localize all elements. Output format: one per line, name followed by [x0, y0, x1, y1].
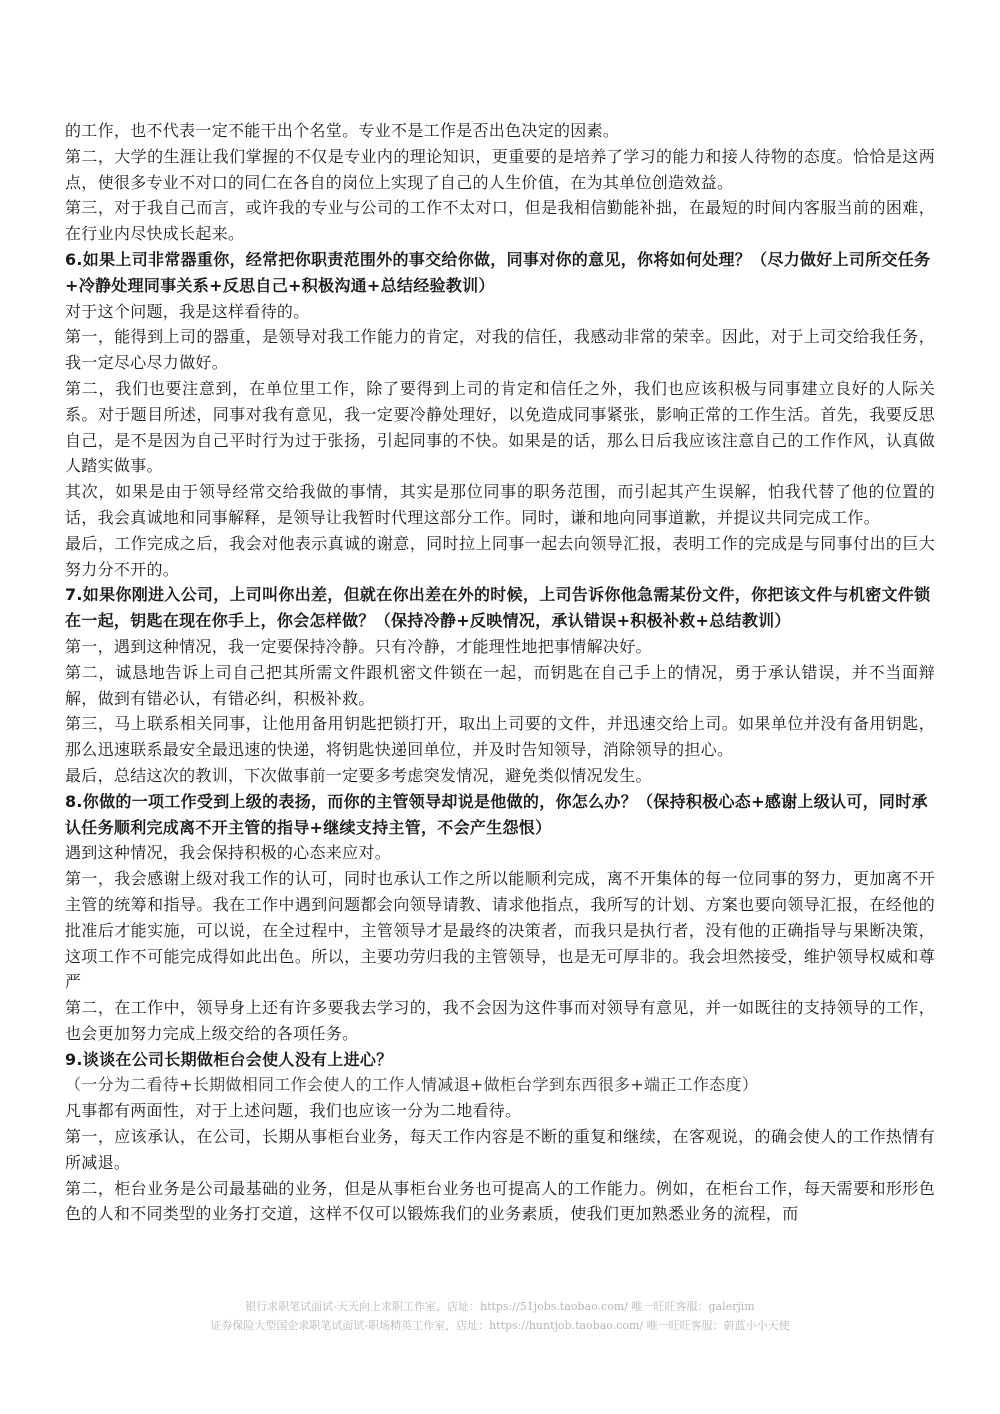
paragraph: 第二，我们也要注意到，在单位里工作，除了要得到上司的肯定和信任之外，我们也应该积极与同事建立良好的人际关系。对于题目所述，同事对我有意见，我一定要冷静处理好，以免造成同事紧张，影响正常的工作生活。首先，我要反思自己，是不是因为自己平时行为过于张扬，引起同事的不快。如果是的话，那么日后我应该注意自己的工作作风，认真做人踏实做事。 — [65, 378, 935, 476]
paragraph: 最后，总结这次的教训，下次做事前一定要多考虑突发情况，避免类似情况发生。 — [65, 765, 652, 785]
paragraph: 第二，柜台业务是公司最基础的业务，但是从事柜台业务也可提高人的工作能力。例如，在柜台工作，每天需要和形形色色的人和不同类型的业务打交道，这样不仅可以锻炼我们的业务素质，使我们更加熟悉业务的流程，而 — [65, 1178, 935, 1224]
paragraph: 凡事都有两面性，对于上述问题，我们也应该一分为二地看待。 — [65, 1101, 522, 1121]
question-heading: 9.谈谈在公司长期做柜台会使人没有上进心？ — [65, 1049, 393, 1069]
paragraph: 第一，能得到上司的器重，是领导对我工作能力的肯定，对我的信任，我感动非常的荣幸。因此，对于上司交给我任务，我一定尽心尽力做好。 — [65, 327, 935, 373]
paragraph: 遇到这种情况，我会保持积极的心态来应对。 — [65, 843, 392, 863]
paragraph: 第一，应该承认，在公司，长期从事柜台业务，每天工作内容是不断的重复和继续，在客观说，的确会使人的工作热情有所减退。 — [65, 1127, 935, 1172]
question-heading: 7.如果你刚进入公司，上司叫你出差，但就在你出差在外的时候，上司告诉你他急需某份文件，你把该文件与机密文件锁在一起，钥匙在现在你手上，你会怎样做？（保持冷静+反映情况，承认错误+积极补救+总结教训） — [65, 585, 931, 631]
footer-line-1: 银行求职笔试面试-天天向上求职工作室，店址：https://51jobs.taobao.com/ 唯一旺旺客服：galerjim — [245, 1300, 755, 1313]
document-body — [65, 118, 935, 1227]
paragraph: 第二，在工作中，领导身上还有许多要我去学习的，我不会因为这件事而对领导有意见，并一如既往的支持领导的工作，也会更加努力完成上级交给的各项任务。 — [65, 998, 935, 1043]
paragraph: 其次，如果是由于领导经常交给我做的事情，其实是那位同事的职务范围，而引起其产生误解，怕我代替了他的位置的话，我会真诚地和同事解释，是领导让我暂时代理这部分工作。同时，谦和地向同事道歉，并提议共同完成工作。 — [65, 482, 935, 527]
paragraph: 第二，诚恳地告诉上司自己把其所需文件跟机密文件锁在一起，而钥匙在自己手上的情况，勇于承认错误，并不当面辩解，做到有错必认，有错必纠，积极补救。 — [65, 662, 935, 708]
paragraph: 的工作，也不代表一定不能干出个名堂。专业不是工作是否出色决定的因素。 — [65, 121, 620, 140]
paragraph: 第三，马上联系相关同事，让他用备用钥匙把锁打开，取出上司要的文件，并迅速交给上司。如果单位并没有备用钥匙，那么迅速联系最安全最迅速的快递，将钥匙快递回单位，并及时告知领导，消除领导的担心。 — [65, 714, 935, 760]
paragraph: 最后，工作完成之后，我会对他表示真诚的谢意，同时拉上同事一起去向领导汇报，表明工作的完成是与同事付出的巨大努力分不开的。 — [65, 533, 935, 579]
question-heading: 6.如果上司非常器重你，经常把你职责范围外的事交给你做，同事对你的意见，你将如何处理？（尽力做好上司所交任务+冷静处理同事关系+反思自己+积极沟通+总结经验教训） — [65, 249, 931, 295]
paragraph: 第一，遇到这种情况，我一定要保持冷静。只有冷静，才能理性地把事情解决好。 — [65, 636, 652, 656]
paragraph: 第一，我会感谢上级对我工作的认可，同时也承认工作之所以能顺利完成，离不开集体的每一位同事的努力，更加离不开主管的统筹和指导。我在工作中遇到问题都会向领导请教、请求他指点，我所写的计划、方案也要向领导汇报，在经他的批准后才能实施，可以说，在全过程中，主管领导才是最终的决策者，而我只是执行者，没有他的正确指导与果断决策，这项工作不可能完成得如此出色。所以，主要功劳归我的主管领导，也是无可厚非的。我会坦然接受，维护领导权威和尊严 — [65, 869, 935, 992]
paragraph: 第三，对于我自己而言，或许我的专业与公司的工作不太对口，但是我相信勤能补拙，在最短的时间内客服当前的困难，在行业内尽快成长起来。 — [65, 198, 935, 244]
question-subheading: （一分为二看待+长期做相同工作会使人的工作人情减退+做柜台学到东西很多+端正工作态度） — [65, 1075, 759, 1095]
question-heading: 8.你做的一项工作受到上级的表扬，而你的主管领导却说是他做的，你怎么办？（保持积极心态+感谢上级认可，同时承认任务顺利完成离不开主管的指导+继续支持主管，不会产生怨恨） — [65, 791, 928, 837]
paragraph: 对于这个问题，我是这样看待的。 — [65, 301, 310, 321]
footer-line-2: 证券保险大型国企求职笔试面试-职场精英工作室，店址：https://huntjob.taobao.com/ 唯一旺旺客服：蔚蓝小小天使 — [210, 1319, 790, 1332]
paragraph: 第二，大学的生涯让我们掌握的不仅是专业内的理论知识，更重要的是培养了学习的能力和接人待物的态度。恰恰是这两点，使很多专业不对口的同仁在各自的岗位上实现了自己的人生价值，在为其单位创造效益。 — [65, 146, 935, 192]
